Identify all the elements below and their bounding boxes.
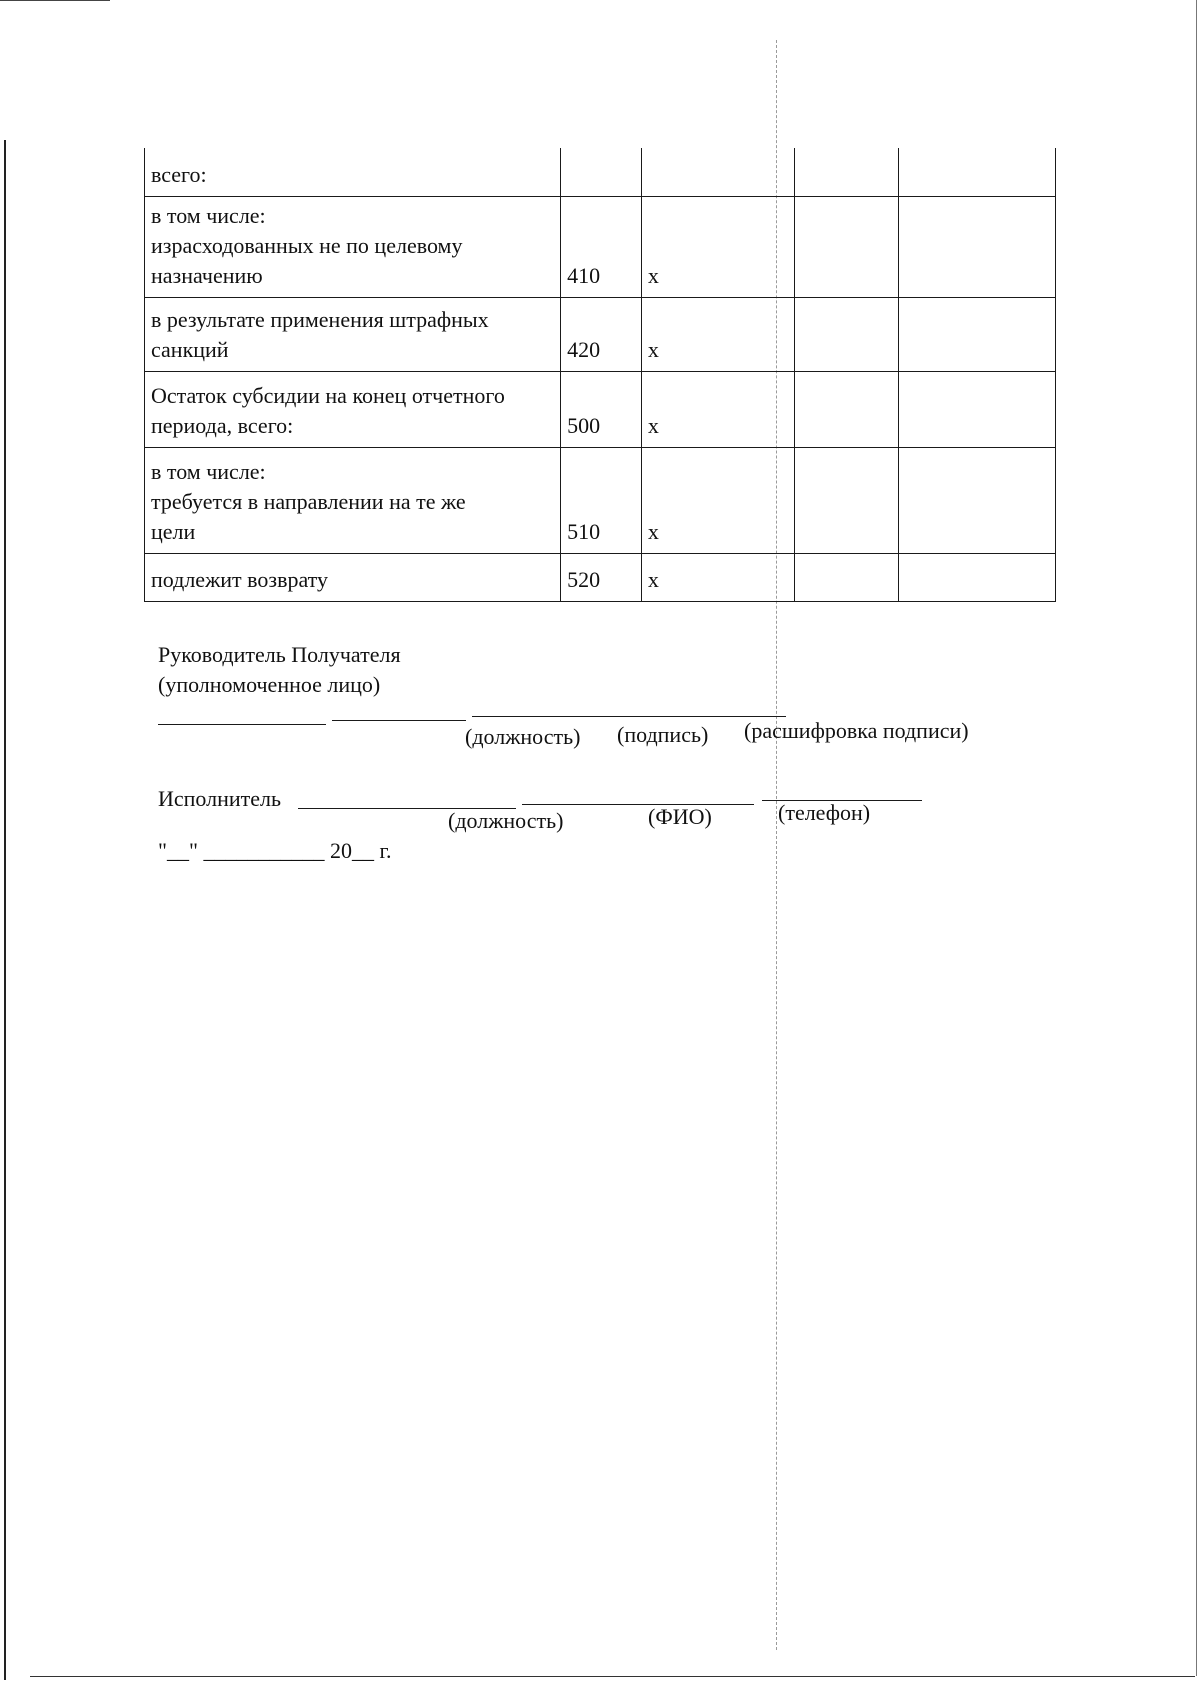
row-x-cell (641, 148, 794, 196)
caption-fio: (ФИО) (648, 804, 712, 829)
row-value-cell (898, 196, 1055, 297)
table-row (145, 196, 1056, 297)
row-value-cell (898, 371, 1055, 447)
row-value-cell (898, 297, 1055, 371)
row-x-cell: x (641, 297, 794, 371)
head-position-line (332, 720, 466, 721)
row-name-cell: в том числе: требуется в направлении на те же цели (145, 447, 561, 553)
row-name-cell: подлежит возврату (145, 553, 561, 601)
page-edge-right (1196, 0, 1197, 1676)
head-field-line (158, 724, 326, 725)
caption-decoding: (расшифровка подписи) (744, 718, 969, 743)
row-value-cell (795, 447, 899, 553)
row-name-cell: в том числе: израсходованных не по целевому назначению (145, 196, 561, 297)
table-row (145, 553, 1056, 601)
table-row (145, 371, 1056, 447)
page-edge-left (4, 140, 6, 1680)
row-code-cell: 420 (561, 297, 642, 371)
row-value-cell (795, 196, 899, 297)
row-code-cell: 510 (561, 447, 642, 553)
row-value-cell (795, 553, 899, 601)
row-code-cell (561, 148, 642, 196)
caption-phone: (телефон) (778, 800, 871, 825)
table-row (145, 297, 1056, 371)
row-name-cell: Остаток субсидии на конец отчетного периода, всего: (145, 371, 561, 447)
row-value-cell (898, 553, 1055, 601)
head-subtitle: (уполномоченное лицо) (158, 672, 381, 697)
date-line: "__" ___________ 20__ г. (158, 838, 392, 863)
page-edge-top (0, 0, 110, 1)
row-value-cell (795, 297, 899, 371)
executor-label: Исполнитель (158, 786, 282, 811)
caption-position: (должность) (465, 724, 581, 749)
table-row (145, 447, 1056, 553)
caption-position-2: (должность) (448, 808, 564, 833)
row-x-cell: x (641, 553, 794, 601)
executor-fio-line (522, 804, 754, 805)
row-code-cell: 520 (561, 553, 642, 601)
row-value-cell (795, 371, 899, 447)
subsidy-report-table (144, 148, 1056, 602)
row-value-cell (898, 447, 1055, 553)
caption-signature: (подпись) (617, 722, 709, 747)
row-x-cell: x (641, 196, 794, 297)
row-code-cell: 410 (561, 196, 642, 297)
row-name-cell: всего: (145, 148, 561, 196)
row-code-cell: 500 (561, 371, 642, 447)
table-row (145, 148, 1056, 196)
page-edge-bottom (30, 1676, 1195, 1677)
row-x-cell: x (641, 371, 794, 447)
head-title: Руководитель Получателя (158, 642, 401, 667)
row-name-cell: в результате применения штрафных санкций (145, 297, 561, 371)
row-value-cell (795, 148, 899, 196)
row-value-cell (898, 148, 1055, 196)
head-signature-line (472, 716, 786, 717)
row-x-cell: x (641, 447, 794, 553)
